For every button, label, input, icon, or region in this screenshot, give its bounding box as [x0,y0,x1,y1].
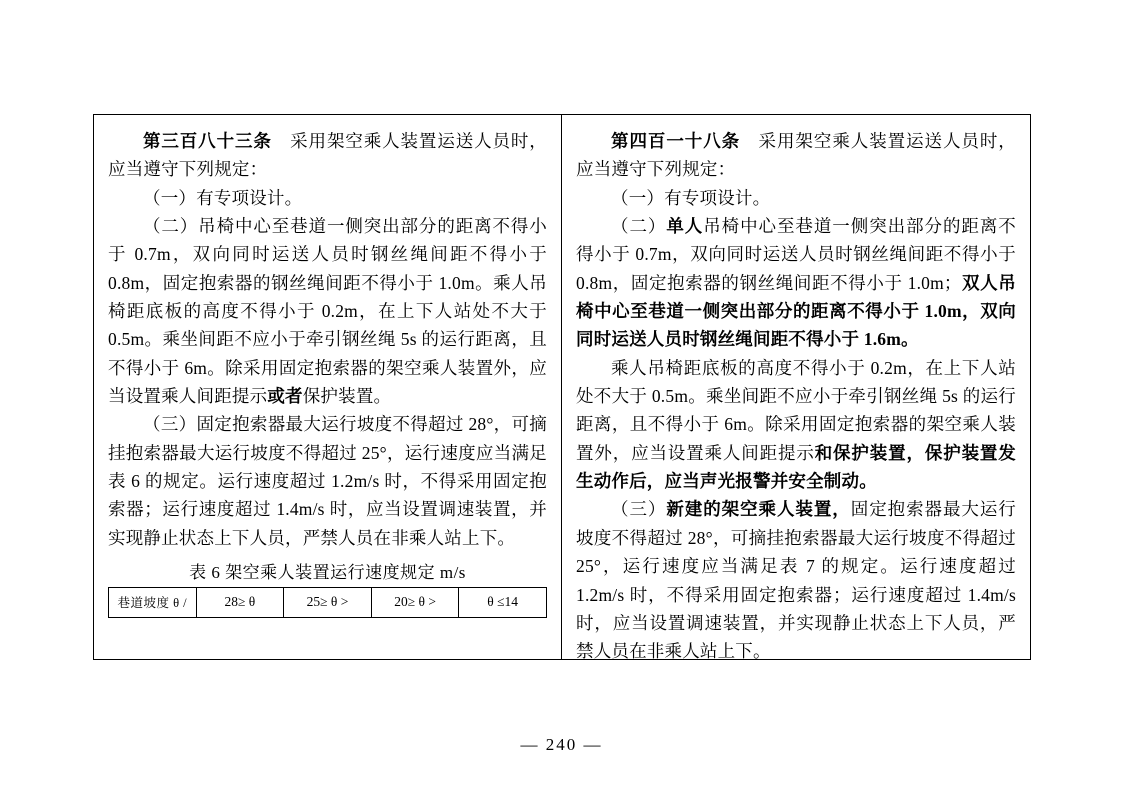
left-item-2-text-b: 保护装置。 [302,386,392,407]
right-item-3-bold: 新建的架空乘人装置， [666,499,851,520]
right-article-number: 第四百一十八条 [611,131,741,151]
left-item-2-bold: 或者 [267,386,303,407]
left-item-3: （三）固定抱索器最大运行坡度不得超过 28°，可摘挂抱索器最大运行坡度不得超过 25°，运行速度应当满足表 6 的规定。运行速度超过 1.2m/s 时，不得采用固定抱索器；运行速度超过 1.4m/s 时，应当设置调速装置，并实现静止状态上下人员，严禁人员在非乘人站上下。 [108,414,547,548]
page-number: — 240 — [520,735,603,754]
right-item-2-text-a: （二） [611,216,667,237]
right-item-1: （一）有专项设计。 [611,187,771,208]
right-item-3 [576,495,1016,665]
table-header-cell-2: 25≥ θ > [284,588,372,618]
right-item-2-text-b: 吊椅中心至巷道一侧突出部分的距离不得小于 0.7m，双向同时运送人员时钢丝绳间距不得小于 0.8m，固定抱索器的钢丝绳间距不得小于 1.0m； [576,216,1016,293]
table-header-cell-1: 28≥ θ [196,588,284,618]
right-article-heading-paragraph [576,127,1016,184]
speed-table [108,587,547,618]
table-row [109,588,547,618]
table-caption: 表 6 架空乘人装置运行速度规定 m/s [189,563,466,583]
right-column [562,115,1030,662]
right-item-3-text-b: 固定抱索器最大运行坡度不得超过 28°，可摘挂抱索器最大运行坡度不得超过 25°，运行速度应当满足表 7 的规定。运行速度超过 1.2m/s 时，不得采用固定抱索器；运行速度超过 1.4m/s 时，应当设置调速装置，并实现静止状态上下人员，严禁人员在非乘人站上下。 [576,499,1016,662]
table-header-cell-4: θ ≤14 [459,588,547,618]
right-item-2-bold-b: 双人吊椅中心至巷道一侧突出部分的距离不得小于 1.0m，双向同时运送人员时钢丝绳间距不得小于 1.6m。 [576,272,1016,350]
right-item-2-bold-a: 单人 [666,216,704,237]
left-item-2-text-a: （二）吊椅中心至巷道一侧突出部分的距离不得小于 0.7m，双向同时运送人员时钢丝绳间距不得小于 0.8m，固定抱索器的钢丝绳间距不得小于 1.0m。乘人吊椅距底板的高度不得小于 0.2m，在上下人站处不大于 0.5m。乘坐间距不应小于牵引钢丝绳 5s 的运行距离，且不得小于 6m。除采用固定抱索器的架空乘人装置外，应当设置乘人间距提示 [108,216,547,407]
left-article-number: 第三百八十三条 [143,131,272,151]
right-item-2c-bold: 和保护装置，保护装置发生动作后，应当声光报警并安全制动。 [576,442,1016,492]
left-column [94,115,562,659]
left-article-heading-text: 采用架空乘人装置运送人员时，应当遵守下列规定： [108,131,547,180]
right-item-3-text-a: （三） [611,499,667,520]
left-item-1: （一）有专项设计。 [143,187,303,208]
two-column-body [93,114,1031,660]
right-article-heading-text: 采用架空乘人装置运送人员时，应当遵守下列规定： [576,131,1017,180]
right-item-2-continued [576,354,1016,496]
left-item-2 [108,212,547,410]
right-item-2c-text-a: 乘人吊椅距底板的高度不得小于 0.2m，在上下人站处不大于 0.5m。乘坐间距不应小于牵引钢丝绳 5s 的运行距离，且不得小于 6m。除采用固定抱索器的架空乘人装置外，应当设置乘人间距提示 [576,357,1016,463]
right-item-2 [576,212,1016,354]
left-article-heading-paragraph [108,127,547,184]
table-header-cell-0: 巷道坡度 θ / [109,588,197,618]
table-header-cell-3: 20≥ θ > [371,588,459,618]
